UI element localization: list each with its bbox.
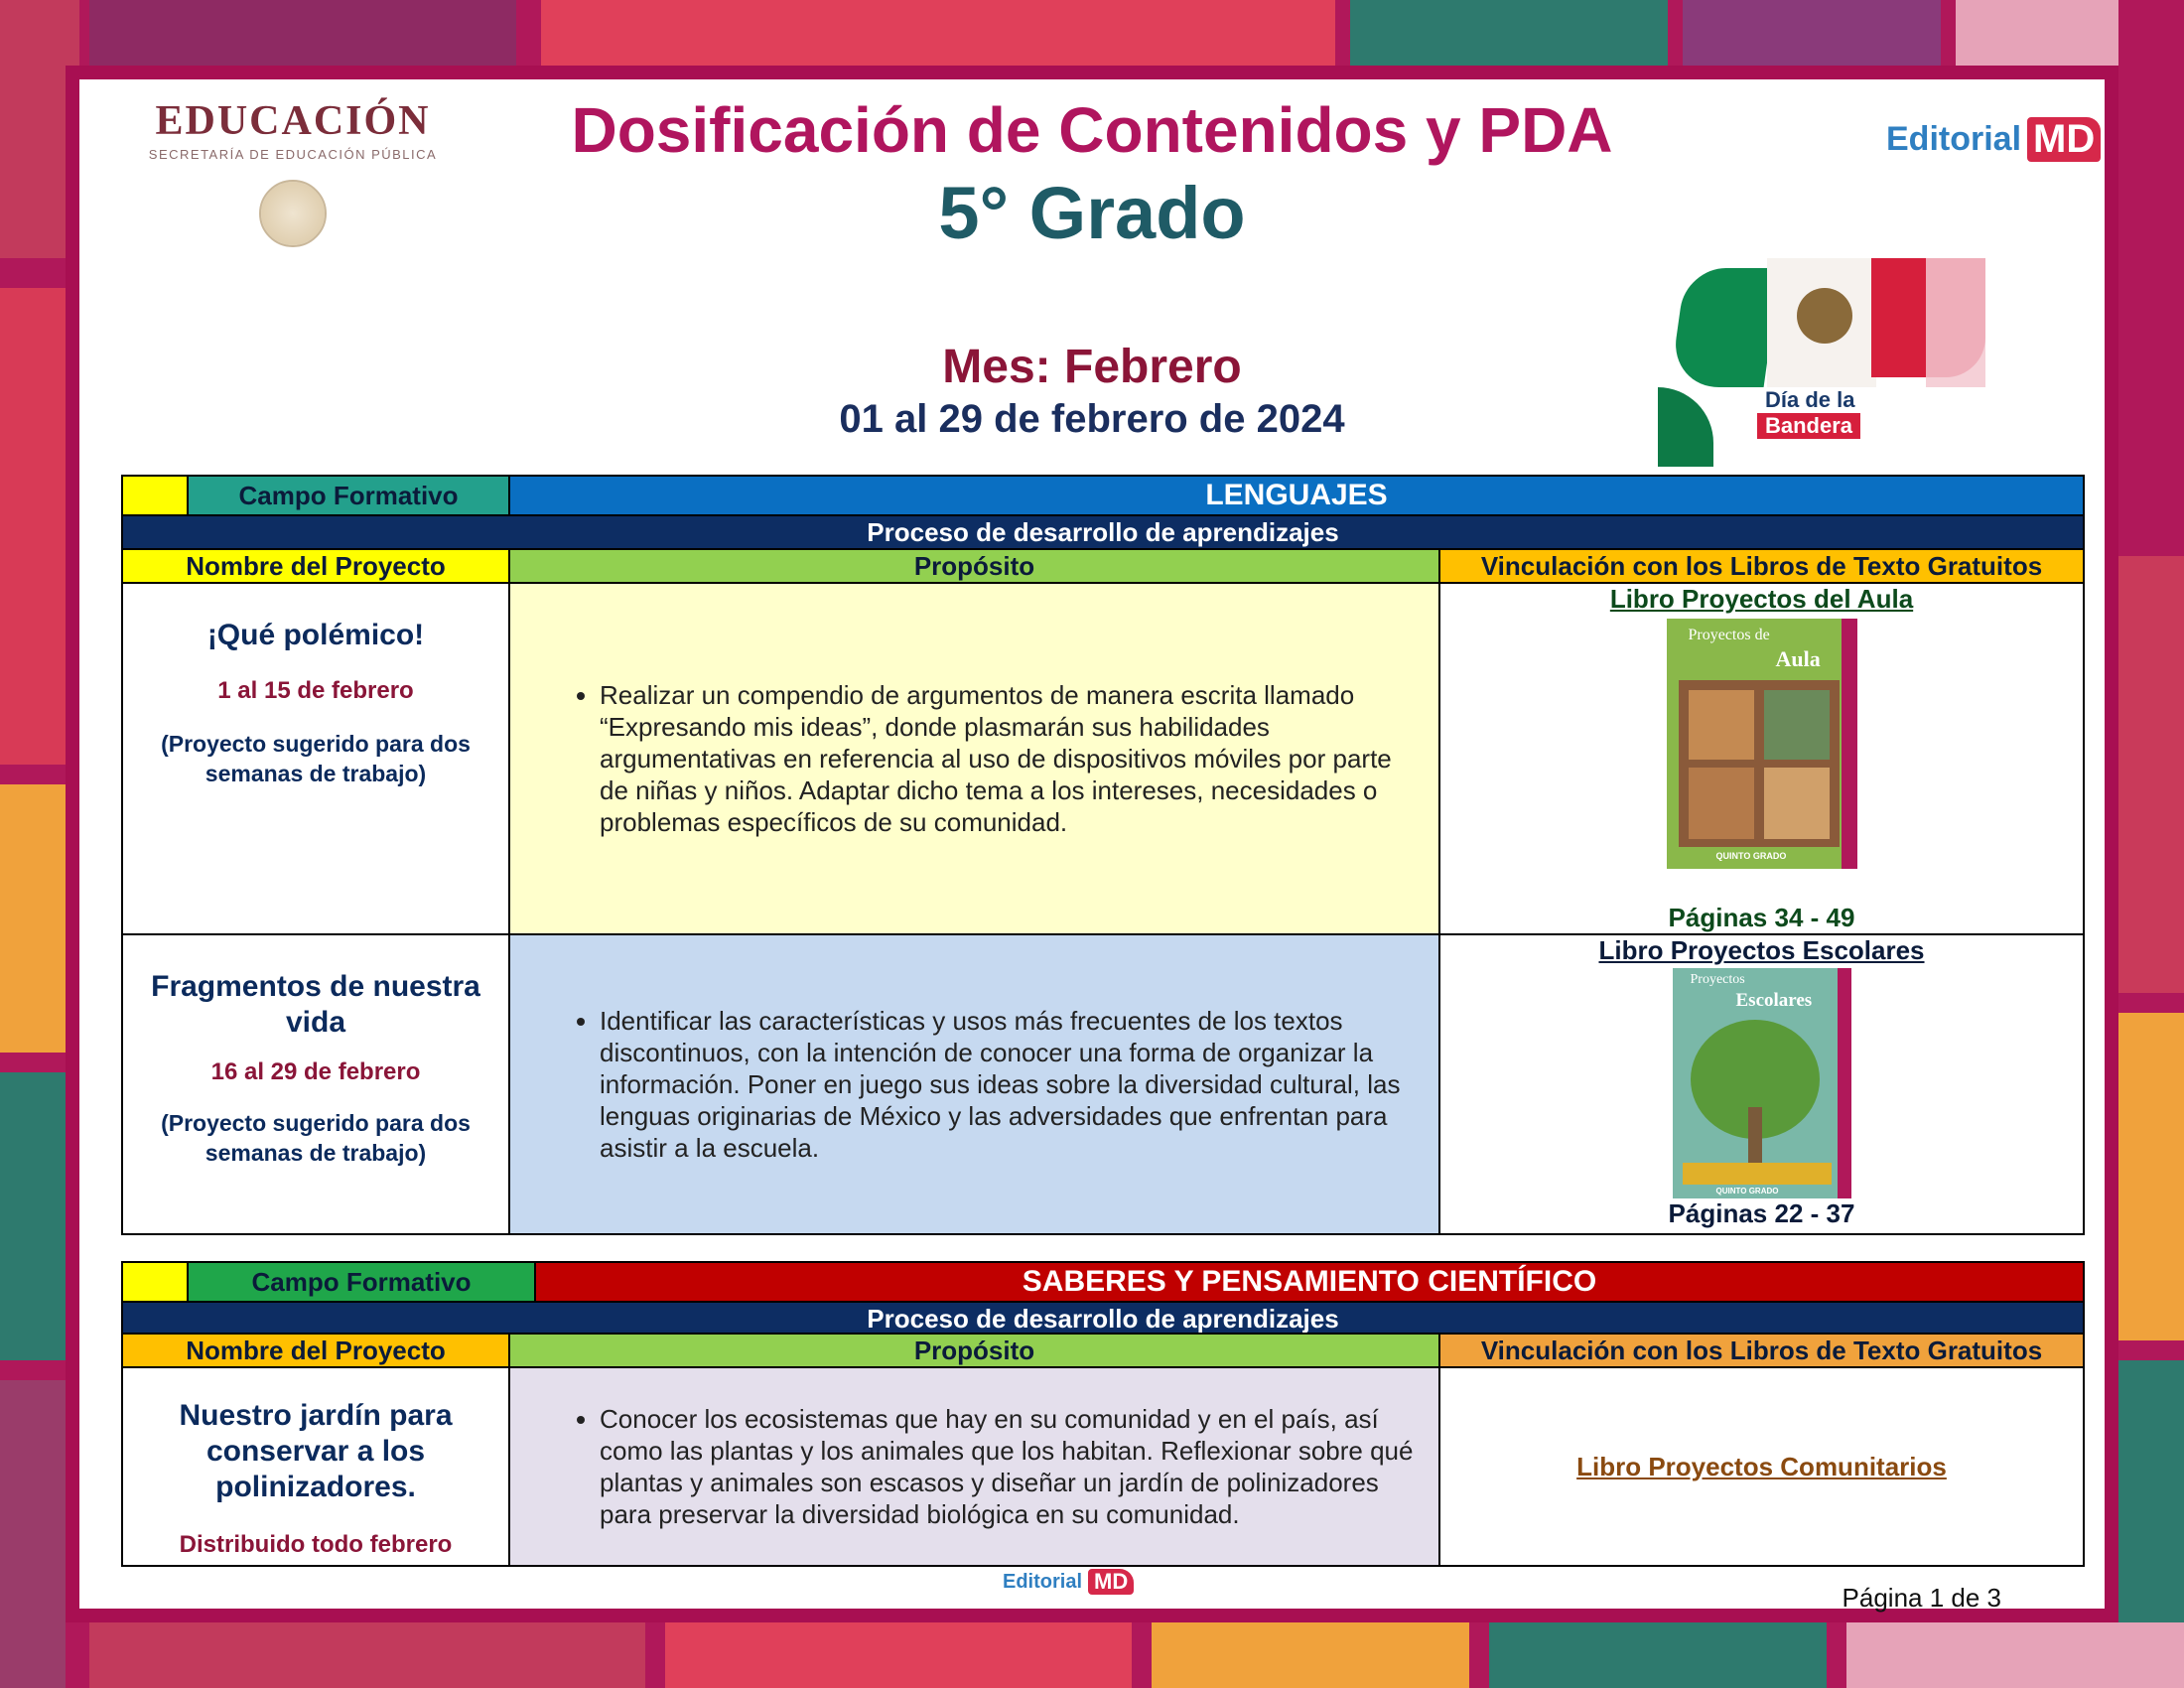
project-cell <box>122 1367 509 1566</box>
book-cell <box>1439 934 2084 1234</box>
book-pages: Páginas 34 - 49 <box>1668 903 1855 932</box>
project-cell <box>122 583 509 934</box>
col-project-header: Nombre del Proyecto <box>122 549 509 583</box>
purpose-cell <box>509 934 1439 1234</box>
bg-tile <box>2118 0 2184 536</box>
yellow-marker <box>122 476 188 515</box>
sep-subtitle: SECRETARÍA DE EDUCACIÓN PÚBLICA <box>148 147 438 162</box>
brand-text: Editorial <box>1886 120 2022 158</box>
page-number: Página 1 de 3 <box>1842 1583 2001 1613</box>
bg-tile <box>1846 1622 2184 1688</box>
project-cell <box>122 934 509 1234</box>
book-cover-image <box>1667 619 1857 869</box>
book-cover-name: Aula <box>1775 646 1821 671</box>
project-suggestion: (Proyecto sugerido para dos semanas de trabajo) <box>161 731 471 786</box>
campo-name: LENGUAJES <box>509 476 2084 515</box>
project-dates: 1 al 15 de febrero <box>217 677 414 704</box>
process-label: Proceso de desarrollo de aprendizajes <box>122 1302 2084 1336</box>
book-pages: Páginas 22 - 37 <box>1668 1198 1855 1228</box>
bg-tile <box>541 0 1335 66</box>
book-cover-name: Escolares <box>1735 990 1813 1011</box>
book-cell <box>1439 1367 2084 1566</box>
book-link[interactable]: Libro Proyectos del Aula <box>1609 584 1914 614</box>
campo-label: Campo Formativo <box>188 476 509 515</box>
month-label: Mes: Febrero <box>942 341 1242 393</box>
date-range: 01 al 29 de febrero de 2024 <box>839 397 1345 441</box>
project-suggestion: (Proyecto sugerido para dos semanas de trabajo) <box>161 1110 471 1166</box>
project-dates: Distribuido todo febrero <box>179 1531 453 1558</box>
book-link[interactable]: Libro Proyectos Escolares <box>1598 935 1925 965</box>
bg-tile <box>1152 1622 1469 1688</box>
book-cover-top: Proyectos de <box>1688 627 1770 643</box>
footer-brand-text: Editorial <box>1003 1570 1083 1593</box>
bg-tile <box>1683 0 1941 66</box>
project-name: Nuestro jardín para conservar a los polinizadores. <box>179 1399 453 1503</box>
bg-tile <box>89 1622 645 1688</box>
bg-tile <box>2118 1013 2184 1340</box>
project-name: ¡Qué polémico! <box>206 619 425 651</box>
book-link[interactable]: Libro Proyectos Comunitarios <box>1576 1451 1947 1481</box>
grade-title: 5° Grado <box>938 172 1246 254</box>
col-purpose-header: Propósito <box>509 549 1439 583</box>
flag-day-line1: Día de la <box>1765 387 1855 412</box>
col-books-header: Vinculación con los Libros de Texto Gratuitos <box>1439 1334 2084 1367</box>
footer-brand-badge: MD <box>1088 1569 1134 1595</box>
book-cover-image <box>1673 968 1851 1198</box>
bg-tile <box>0 784 66 1053</box>
project-dates: 16 al 29 de febrero <box>210 1058 421 1085</box>
col-project-header: Nombre del Proyecto <box>122 1334 509 1367</box>
sep-name: EDUCACIÓN <box>155 98 431 144</box>
eagle-emblem-icon <box>1797 288 1852 344</box>
lenguajes-table <box>121 475 2085 1235</box>
brand-badge: MD <box>2027 117 2101 162</box>
purpose-text: • Realizar un compendio de argumentos de manera escrita llamado “Expresando mis ideas”, donde plasmarán sus habilidades argumentativas en referencia al uso de dispositivos móviles por parte de niñas y niños. Adaptar dicho tema a los intereses, necesidades o problemas específicos de su comunidad. <box>600 679 1419 838</box>
book-cover-grade: QUINTO GRADO <box>1715 1187 1779 1196</box>
flag-day-image <box>1658 248 1985 457</box>
bg-tile <box>1350 0 1668 66</box>
flag-day-line2: Bandera <box>1757 413 1860 439</box>
purpose-cell <box>509 1367 1439 1566</box>
book-cover-top: Proyectos <box>1690 972 1745 987</box>
bg-tile <box>665 1622 1132 1688</box>
campo-label: Campo Formativo <box>188 1262 535 1302</box>
saberes-table-body <box>121 1333 2085 1567</box>
book-cell <box>1439 583 2084 934</box>
saberes-table <box>121 1261 2085 1336</box>
book-cover-grade: QUINTO GRADO <box>1715 851 1787 861</box>
bg-tile <box>0 1380 66 1688</box>
bg-tile <box>0 1072 66 1360</box>
purpose-text: • Conocer los ecosistemas que hay en su comunidad y en el país, así como las plantas y los animales que los habitan. Reflexionar sobre qué plantas y animales son escasos y diseñar un jardín de polinizadores para preservar la diversidad biológica en su comunidad. <box>600 1403 1419 1530</box>
bg-tile <box>1489 1622 1827 1688</box>
campo-name: SABERES Y PENSAMIENTO CIENTÍFICO <box>535 1262 2084 1302</box>
bg-tile <box>0 288 66 765</box>
process-label: Proceso de desarrollo de aprendizajes <box>122 515 2084 549</box>
bg-tile <box>2118 556 2184 993</box>
bg-tile <box>89 0 516 66</box>
document-page <box>79 79 2105 1613</box>
yellow-marker <box>122 1262 188 1302</box>
footer-editorial-logo <box>1003 1569 1134 1595</box>
purpose-cell <box>509 583 1439 934</box>
col-books-header: Vinculación con los Libros de Texto Gratuitos <box>1439 549 2084 583</box>
project-name: Fragmentos de nuestra vida <box>151 970 480 1039</box>
col-purpose-header: Propósito <box>509 1334 1439 1367</box>
purpose-text: • Identificar las características y usos más frecuentes de los textos discontinuos, con la intención de conocer una forma de organizar la información. Poner en juego sus ideas sobre la diversidad cultural, las lenguas originarias de México y las adversidades que enfrentan para asistir a la escuela. <box>600 1005 1419 1164</box>
document-title: Dosificación de Contenidos y PDA <box>571 94 1613 166</box>
